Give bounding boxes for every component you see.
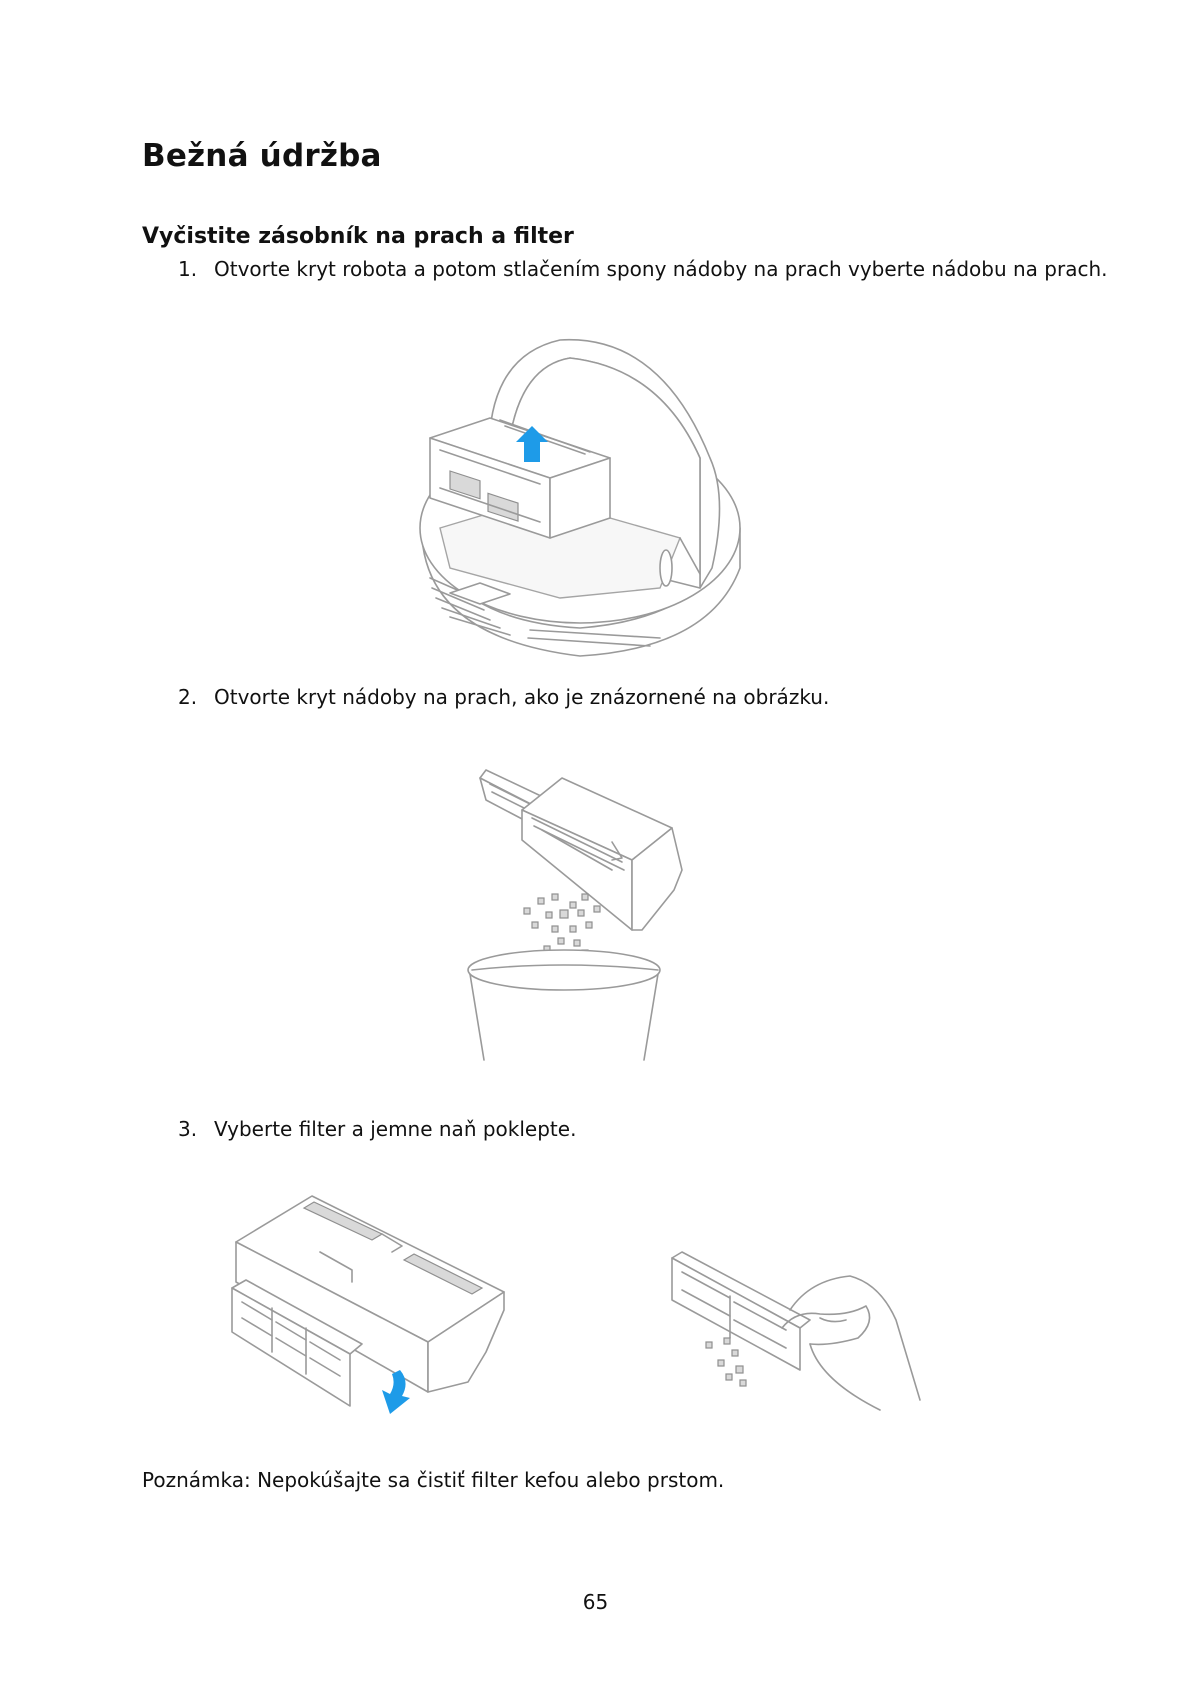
dust-particles <box>524 894 600 958</box>
step-text: Vyberte filter a jemne naň poklepte. <box>214 1117 577 1141</box>
remove-filter-illustration <box>232 1192 512 1422</box>
empty-dustbin-illustration <box>462 770 722 1070</box>
step-number: 1. <box>178 257 198 281</box>
hand-icon <box>672 1252 920 1410</box>
step-text: Otvorte kryt nádoby na prach, ako je znázornené na obrázku. <box>214 685 830 709</box>
step-number: 3. <box>178 1117 198 1141</box>
dust-particles <box>706 1338 746 1386</box>
robot-vacuum-icon <box>420 340 740 656</box>
section-title: Vyčistite zásobník na prach a filter <box>142 224 574 249</box>
tap-filter-illustration <box>670 1250 950 1420</box>
robot-open-lid-illustration <box>410 338 750 668</box>
step-number: 2. <box>178 685 198 709</box>
dustbin-icon <box>468 770 682 1060</box>
page-title: Bežná údržba <box>142 138 382 174</box>
note-text: Poznámka: Nepokúšajte sa čistiť filter kefou alebo prstom. <box>142 1468 725 1492</box>
filter-icon <box>232 1196 504 1414</box>
step-text: Otvorte kryt robota a potom stlačením spony nádoby na prach vyberte nádobu na prach. <box>214 257 1108 281</box>
page-number: 65 <box>582 1590 609 1614</box>
